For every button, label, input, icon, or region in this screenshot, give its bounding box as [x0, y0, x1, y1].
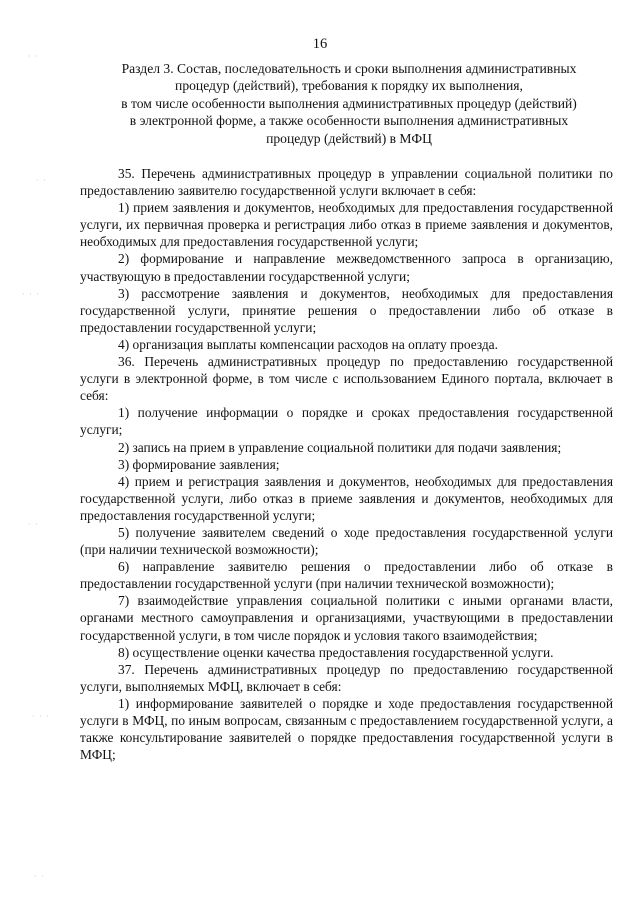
scan-artifact: · · ·: [32, 712, 50, 721]
section-title-line: в том числе особенности выполнения административных процедур (действий): [121, 95, 577, 111]
list-item: 6) направление заявителю решения о предоставлении либо об отказе в предоставлении государственной услуги (при наличии технической возможности);: [80, 559, 613, 592]
paragraph-35-intro: 35. Перечень административных процедур в управлении социальной политики по предоставлению заявителю государственной услуги включает в себя:: [80, 166, 613, 199]
scan-artifact: · ·: [36, 176, 47, 185]
section-title-line: процедур (действий), требования к порядку их выполнения,: [175, 78, 523, 94]
list-item: 3) формирование заявления;: [118, 456, 280, 472]
list-item: 5) получение заявителем сведений о ходе предоставления государственной услуги (при наличии технической возможности);: [80, 524, 613, 558]
list-item: 2) формирование и направление межведомственного запроса в организацию, участвующую в предоставлении государственной услуги;: [80, 251, 613, 284]
document-body: [80, 165, 613, 763]
list-item: 3) рассмотрение заявления и документов, необходимых для предоставления государственной услуги, принятие решения о предоставлении либо об отказе в предоставлении государственной услуги;: [80, 285, 613, 335]
list-item: 8) осуществление оценки качества предоставления государственной услуги.: [118, 644, 554, 660]
list-item: 1) получение информации о порядке и сроках предоставления государственной услуги;: [80, 405, 613, 438]
scan-artifact: · · ·: [22, 290, 40, 299]
section-title: [80, 60, 618, 147]
paragraph-36-intro: 36. Перечень административных процедур по предоставлению государственной услуги в электронной форме, в том числе с использованием Единого портала, включает в себя:: [80, 354, 613, 404]
scan-artifact: · ·: [28, 520, 39, 529]
list-item: 1) информирование заявителей о порядке и ходе предоставления государственной услуги в МФЦ, по иным вопросам, связанным с предоставлением государственной услуги, а также консультирование заявителей о порядке предоставления государственной услуги в МФЦ;: [80, 695, 613, 763]
paragraph-37-intro: 37. Перечень административных процедур по предоставлению государственной услуги, выполняемых МФЦ, включает в себя:: [80, 661, 613, 694]
list-item: 7) взаимодействие управления социальной политики с иными органами власти, органами местного самоуправления и организациями, участвующими в предоставлении государственной услуги, в том числе порядок и условия такого взаимодействия;: [80, 593, 613, 643]
scan-artifact: · ·: [28, 52, 39, 61]
list-item: 2) запись на прием в управление социальной политики для подачи заявления;: [118, 439, 562, 455]
section-title-line: процедур (действий) в МФЦ: [266, 130, 432, 146]
list-item: 4) прием и регистрация заявления и документов, необходимых для предоставления государственной услуги, либо отказ в приеме заявления и документов, необходимых для предоставления государственной услуги;: [80, 473, 613, 523]
list-item: 1) прием заявления и документов, необходимых для предоставления государственной услуги, их первичная проверка и регистрация либо отказ в приеме заявления и документов, необходимых для предоставления государственной услуги;: [80, 200, 613, 250]
page-number: 16: [312, 36, 328, 52]
scan-artifact: · ·: [34, 872, 45, 881]
section-title-line: Раздел 3. Состав, последовательность и сроки выполнения административных: [121, 61, 577, 76]
list-item: 4) организация выплаты компенсации расходов на оплату проезда.: [118, 336, 498, 352]
section-title-line: в электронной форме, а также особенности выполнения административных: [129, 113, 569, 129]
